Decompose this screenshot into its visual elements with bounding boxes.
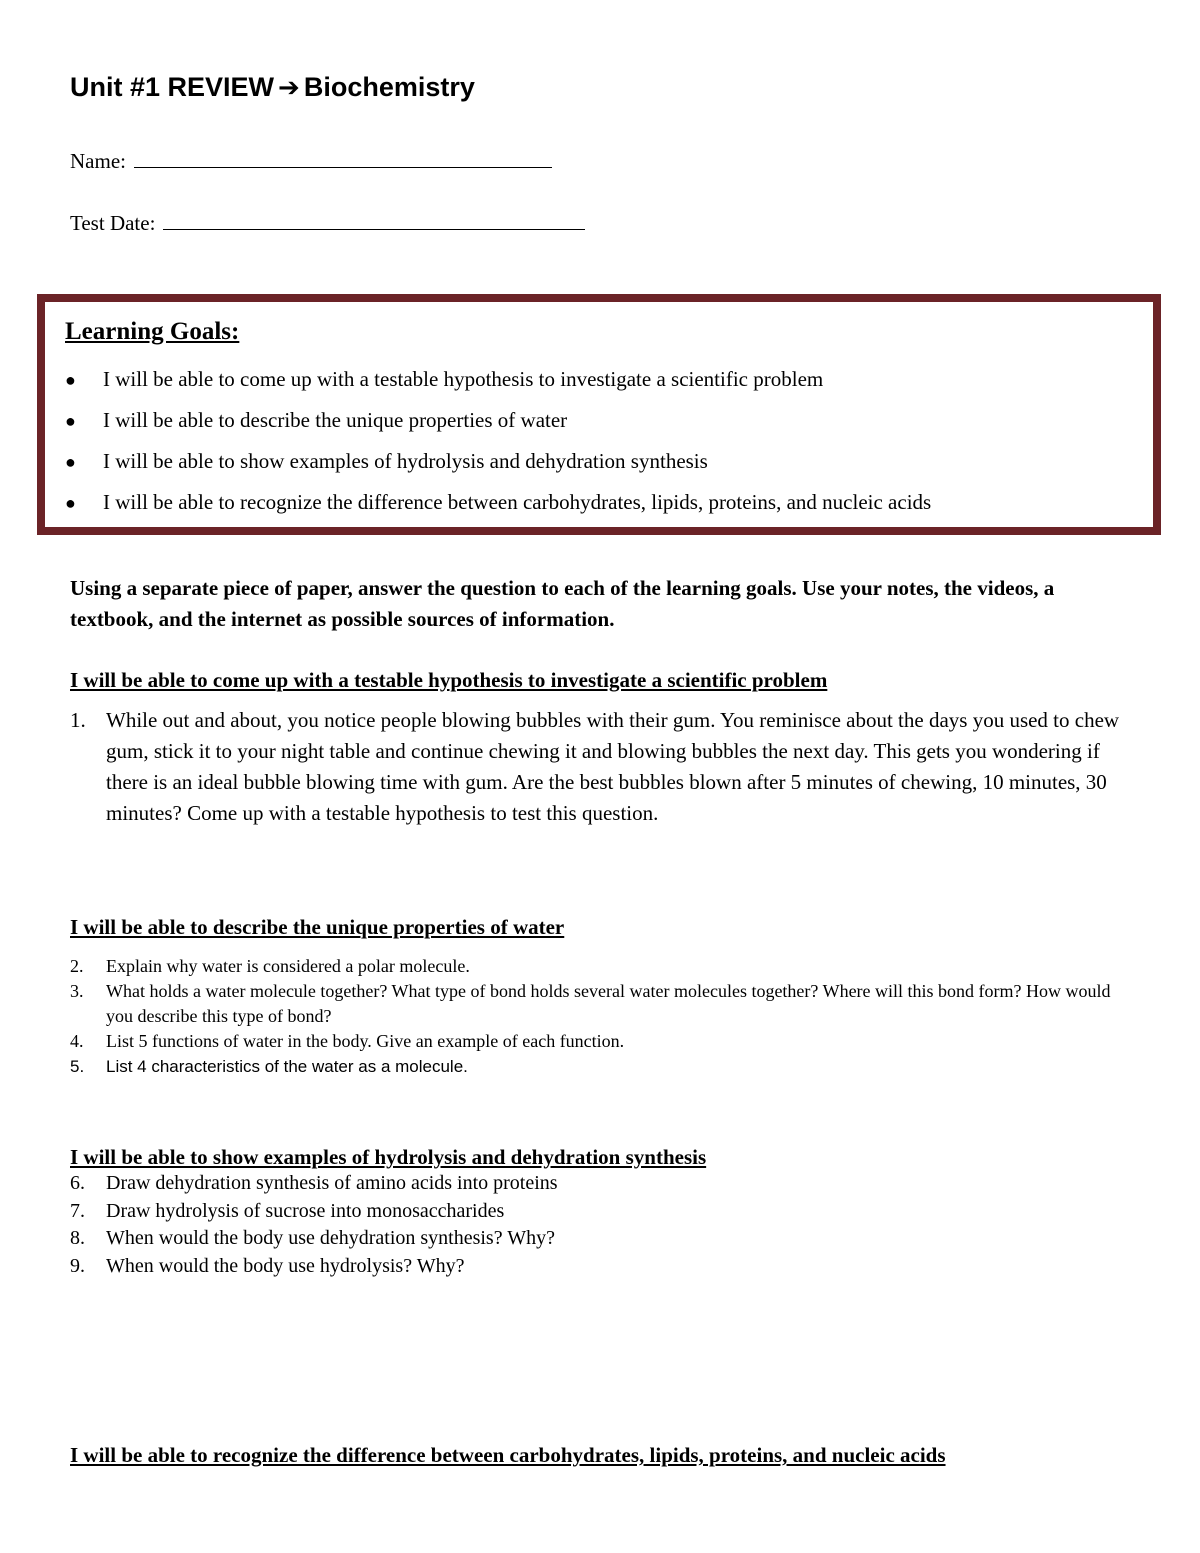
question-text: Draw hydrolysis of sucrose into monosaccharides	[106, 1199, 505, 1222]
question-9	[70, 1253, 1130, 1281]
learning-goal-item	[65, 487, 931, 528]
bullet-icon: ●	[65, 493, 76, 513]
question-2	[70, 954, 1130, 979]
question-text: What holds a water molecule together? What type of bond holds several water molecules together? Where will this bond form? How would you describe this type of bond?	[106, 981, 1111, 1026]
question-number: 9.	[70, 1254, 85, 1277]
test-date-label: Test Date:	[70, 211, 156, 235]
bullet-icon: ●	[65, 411, 76, 431]
bullet-icon: ●	[65, 370, 76, 390]
question-number: 8.	[70, 1227, 85, 1249]
question-text: List 5 functions of water in the body. Give an example of each function.	[106, 1031, 625, 1051]
question-text: When would the body use dehydration synthesis? Why?	[106, 1227, 555, 1249]
water-question-list	[70, 954, 1130, 1079]
learning-goals-title: Learning Goals:	[65, 318, 240, 345]
question-5	[70, 1054, 1130, 1079]
question-number: 6.	[70, 1172, 85, 1194]
section-heading-hydrolysis: I will be able to show examples of hydrolysis and dehydration synthesis	[70, 1145, 707, 1169]
question-text: When would the body use hydrolysis? Why?	[106, 1254, 465, 1277]
learning-goals-list	[65, 364, 931, 528]
learning-goal-item	[65, 446, 931, 487]
question-number: 7.	[70, 1199, 85, 1222]
title-prefix: Unit #1 REVIEW	[70, 72, 275, 102]
section-heading-hypothesis: I will be able to come up with a testable hypothesis to investigate a scientific problem	[70, 668, 828, 692]
learning-goal-text: I will be able to show examples of hydrolysis and dehydration synthesis	[103, 449, 708, 473]
question-4	[70, 1029, 1130, 1054]
question-1	[70, 705, 1145, 829]
section-heading-macromolecules: I will be able to recognize the difference between carbohydrates, lipids, proteins, and nucleic acids	[70, 1443, 946, 1467]
question-number: 5.	[70, 1057, 85, 1076]
title-suffix: Biochemistry	[303, 72, 475, 102]
page-title	[70, 72, 475, 103]
name-blank-line[interactable]	[134, 147, 552, 168]
question-3	[70, 979, 1130, 1029]
learning-goal-text: I will be able to recognize the difference between carbohydrates, lipids, proteins, and nucleic acids	[103, 490, 932, 514]
question-text: While out and about, you notice people blowing bubbles with their gum. You reminisce about the days you used to chew gum, stick it to your night table and continue chewing it and blowing bubbles the next day. This gets you wondering if there is an ideal bubble blowing time with gum. Are the best bubbles blown after 5 minutes of chewing, 10 minutes, 30 minutes? Come up with a testable hypothesis to test this question.	[106, 708, 1120, 825]
name-label: Name:	[70, 149, 126, 173]
learning-goal-text: I will be able to describe the unique properties of water	[103, 408, 568, 432]
hydrolysis-question-list	[70, 1170, 1130, 1280]
test-date-blank-line[interactable]	[163, 209, 585, 230]
question-number: 1.	[70, 708, 86, 732]
question-number: 3.	[70, 981, 84, 1001]
right-arrow-icon: ➔	[278, 73, 300, 103]
learning-goal-item	[65, 405, 931, 446]
question-text: List 4 characteristics of the water as a molecule.	[106, 1057, 468, 1076]
section-heading-water: I will be able to describe the unique properties of water	[70, 915, 565, 939]
bullet-icon: ●	[65, 452, 76, 472]
question-7	[70, 1198, 1130, 1226]
instructions: Using a separate piece of paper, answer the question to each of the learning goals. Use your notes, the videos, a textbook, and the internet as possible sources of information.	[70, 576, 1055, 631]
question-6	[70, 1170, 1130, 1198]
question-number: 4.	[70, 1031, 84, 1051]
question-8	[70, 1225, 1130, 1253]
question-text: Draw dehydration synthesis of amino acids into proteins	[106, 1172, 558, 1194]
name-field[interactable]	[70, 147, 552, 174]
test-date-field[interactable]	[70, 209, 585, 236]
learning-goals-box	[37, 294, 1161, 535]
question-number: 2.	[70, 956, 84, 976]
learning-goal-item	[65, 364, 931, 405]
question-text: Explain why water is considered a polar molecule.	[106, 956, 470, 976]
learning-goal-text: I will be able to come up with a testable hypothesis to investigate a scientific problem	[103, 367, 824, 391]
